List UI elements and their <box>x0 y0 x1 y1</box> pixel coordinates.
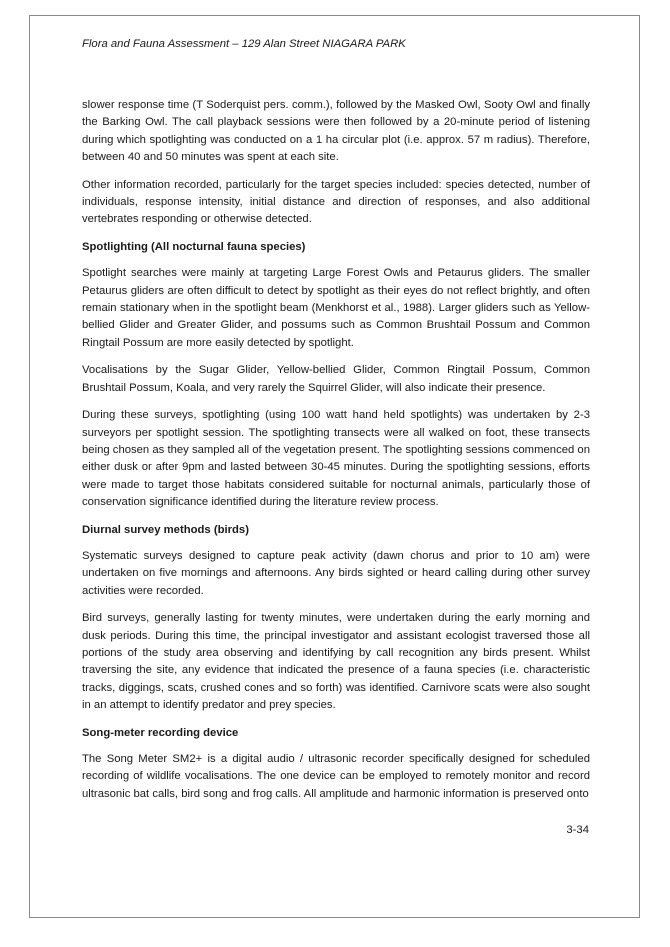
paragraph: Vocalisations by the Sugar Glider, Yellow-bellied Glider, Common Ringtail Possum, Common Brushtail Possum, Koala, and very rarely the Squirrel Glider, will also indicate their presence. <box>82 364 590 394</box>
paragraph: Other information recorded, particularly for the target species included: species detected, number of individuals, response intensity, initial distance and direction of responses, and also additional vertebrates responding or otherwise detected. <box>82 178 590 226</box>
running-header: Flora and Fauna Assessment – 129 Alan Street NIAGARA PARK <box>82 38 406 50</box>
page-number: 3-34 <box>566 824 589 836</box>
document-body <box>82 97 590 813</box>
paragraph: During these surveys, spotlighting (using 100 watt hand held spotlights) was undertaken by 2-3 surveyors per spotlight session. The spotlighting transects were all walked on foot, these transects being chosen as they sampled all of the vegetation present. The spotlighting sessions commenced on either dusk or after 9pm and lasted between 30-45 minutes. During the spotlighting sessions, efforts were made to target those habitats considered suitable for nocturnal animals, particularly those of conservation significance identified during the literature review process. <box>82 409 590 509</box>
paragraph: Bird surveys, generally lasting for twenty minutes, were undertaken during the early morning and dusk periods. During this time, the principal investigator and assistant ecologist traversed those all portions of the study area observing and identifying by call recognition any birds present. Whilst traversing the site, any evidence that indicated the presence of a fauna species (i.e. characteristic tracks, diggings, scats, crushed cones and so forth) was identified. Carnivore scats were also sought in an attempt to identify predator and prey species. <box>82 612 590 712</box>
section-heading-diurnal-survey: Diurnal survey methods (birds) <box>82 523 249 536</box>
paragraph: slower response time (T Soderquist pers. comm.), followed by the Masked Owl, Sooty Owl and finally the Barking Owl. The call playback sessions were then followed by a 20-minute period of listening during which spotlighting was conducted on a 1 ha circular plot (i.e. approx. 57 m radius). Therefore, between 40 and 50 minutes was spent at each site. <box>82 99 590 164</box>
section-heading-song-meter: Song-meter recording device <box>82 726 239 739</box>
paragraph: Spotlight searches were mainly at targeting Large Forest Owls and Petaurus gliders. The smaller Petaurus gliders are often difficult to detect by spotlight as their eyes do not reflect brightly, and often remain stationary when in the spotlight beam (Menkhorst et al., 1988). Larger gliders such as Yellow-bellied Glider and Greater Glider, and possums such as Common Brushtail Possum and Common Ringtail Possum are more easily detected by spotlight. <box>82 267 590 349</box>
section-heading-spotlighting: Spotlighting (All nocturnal fauna species) <box>82 240 306 253</box>
paragraph: The Song Meter SM2+ is a digital audio / ultrasonic recorder specifically designed for scheduled recording of wildlife vocalisations. The one device can be employed to remotely monitor and record ultrasonic bat calls, bird song and frog calls. All amplitude and harmonic information is preserved onto <box>82 753 590 800</box>
paragraph: Systematic surveys designed to capture peak activity (dawn chorus and prior to 10 am) were undertaken on five mornings and afternoons. Any birds sighted or heard calling during other survey activities were recorded. <box>82 549 590 597</box>
